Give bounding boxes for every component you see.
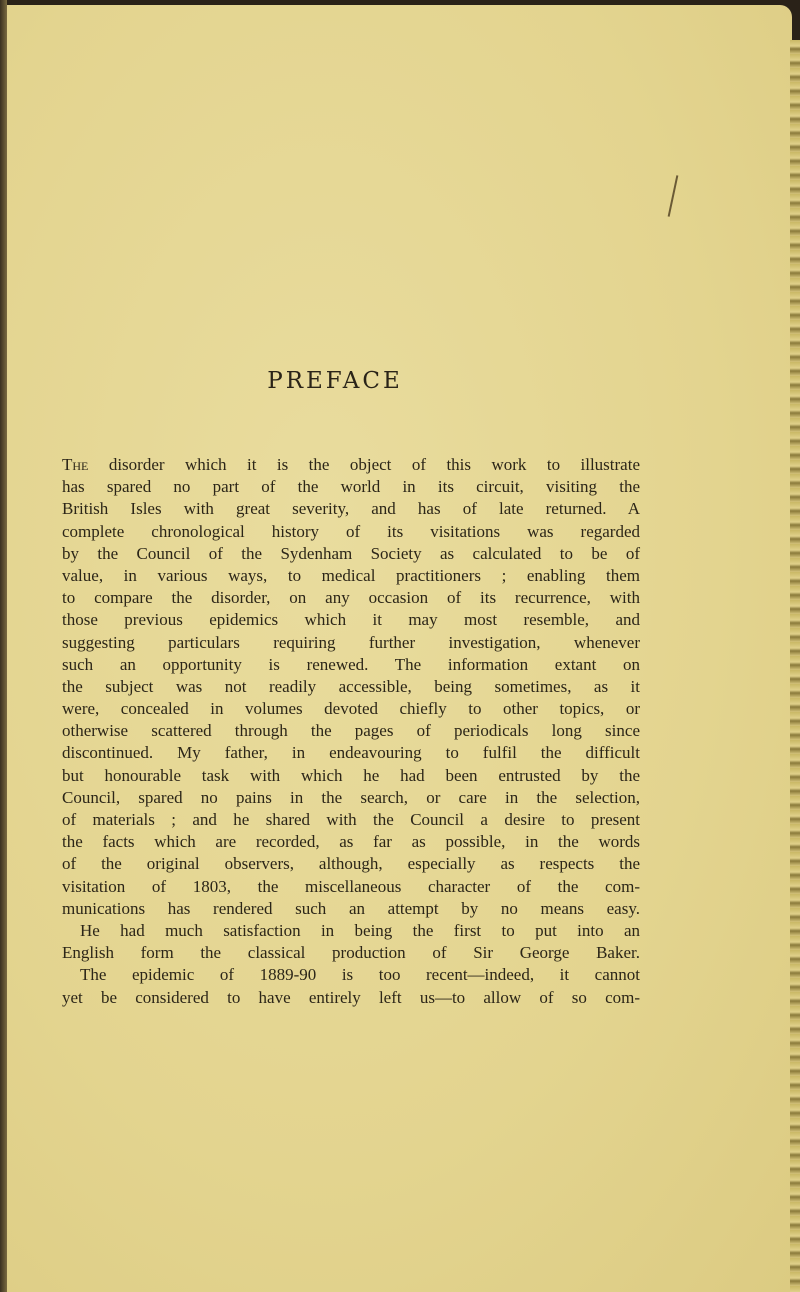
text-line: complete chronological history of its visitations was regarded (62, 521, 640, 541)
text-line: to compare the disorder, on any occasion of its recurrence, with (62, 588, 640, 608)
line-text: disorder which it is the object of this work to illustrate (88, 455, 640, 474)
text-line: British Isles with great severity, and has of late returned. A (62, 499, 640, 519)
preface-body (62, 454, 640, 1009)
page-edges (790, 40, 800, 1292)
page-title: PREFACE (267, 368, 403, 394)
text-line: such an opportunity is renewed. The information extant on (62, 654, 640, 674)
text-line: of materials ; and he shared with the Council a desire to present (62, 810, 640, 829)
text-line: yet be considered to have entirely left us—to allow of so com- (62, 987, 640, 1007)
text-line: of the original observers, although, especially as respects the (62, 854, 640, 874)
text-line: English form the classical production of Sir George Baker. (62, 943, 640, 963)
text-line: Council, spared no pains in the search, or care in the selection, (62, 787, 640, 807)
text-line: value, in various ways, to medical practitioners ; enabling them (62, 565, 640, 585)
book-spine-edge (0, 0, 7, 1292)
text-line: discontinued. My father, in endeavouring to fulfil the difficult (62, 743, 640, 763)
text-line: munications has rendered such an attempt by no means easy. (62, 898, 640, 918)
text-line: has spared no part of the world in its circuit, visiting the (62, 477, 640, 497)
text-line: were, concealed in volumes devoted chiefly to other topics, or (62, 699, 640, 719)
text-line: He had much satisfaction in being the first to put into an (80, 920, 640, 940)
text-line: The epidemic of 1889-90 is too recent—indeed, it cannot (80, 965, 640, 985)
text-line: but honourable task with which he had been entrusted by the (62, 765, 640, 785)
text-line: otherwise scattered through the pages of periodicals long since (62, 721, 640, 741)
text-line: those previous epidemics which it may most resemble, and (62, 610, 640, 630)
text-line: the subject was not readily accessible, being sometimes, as it (62, 676, 640, 696)
first-word: The (62, 455, 89, 474)
text-line (62, 454, 640, 476)
text-line: suggesting particulars requiring further investigation, whenever (62, 632, 640, 652)
text-line: visitation of 1803, the miscellaneous character of the com- (62, 876, 640, 896)
text-line: by the Council of the Sydenham Society as calculated to be of (62, 543, 640, 563)
text-line: the facts which are recorded, as far as possible, in the words (62, 832, 640, 852)
